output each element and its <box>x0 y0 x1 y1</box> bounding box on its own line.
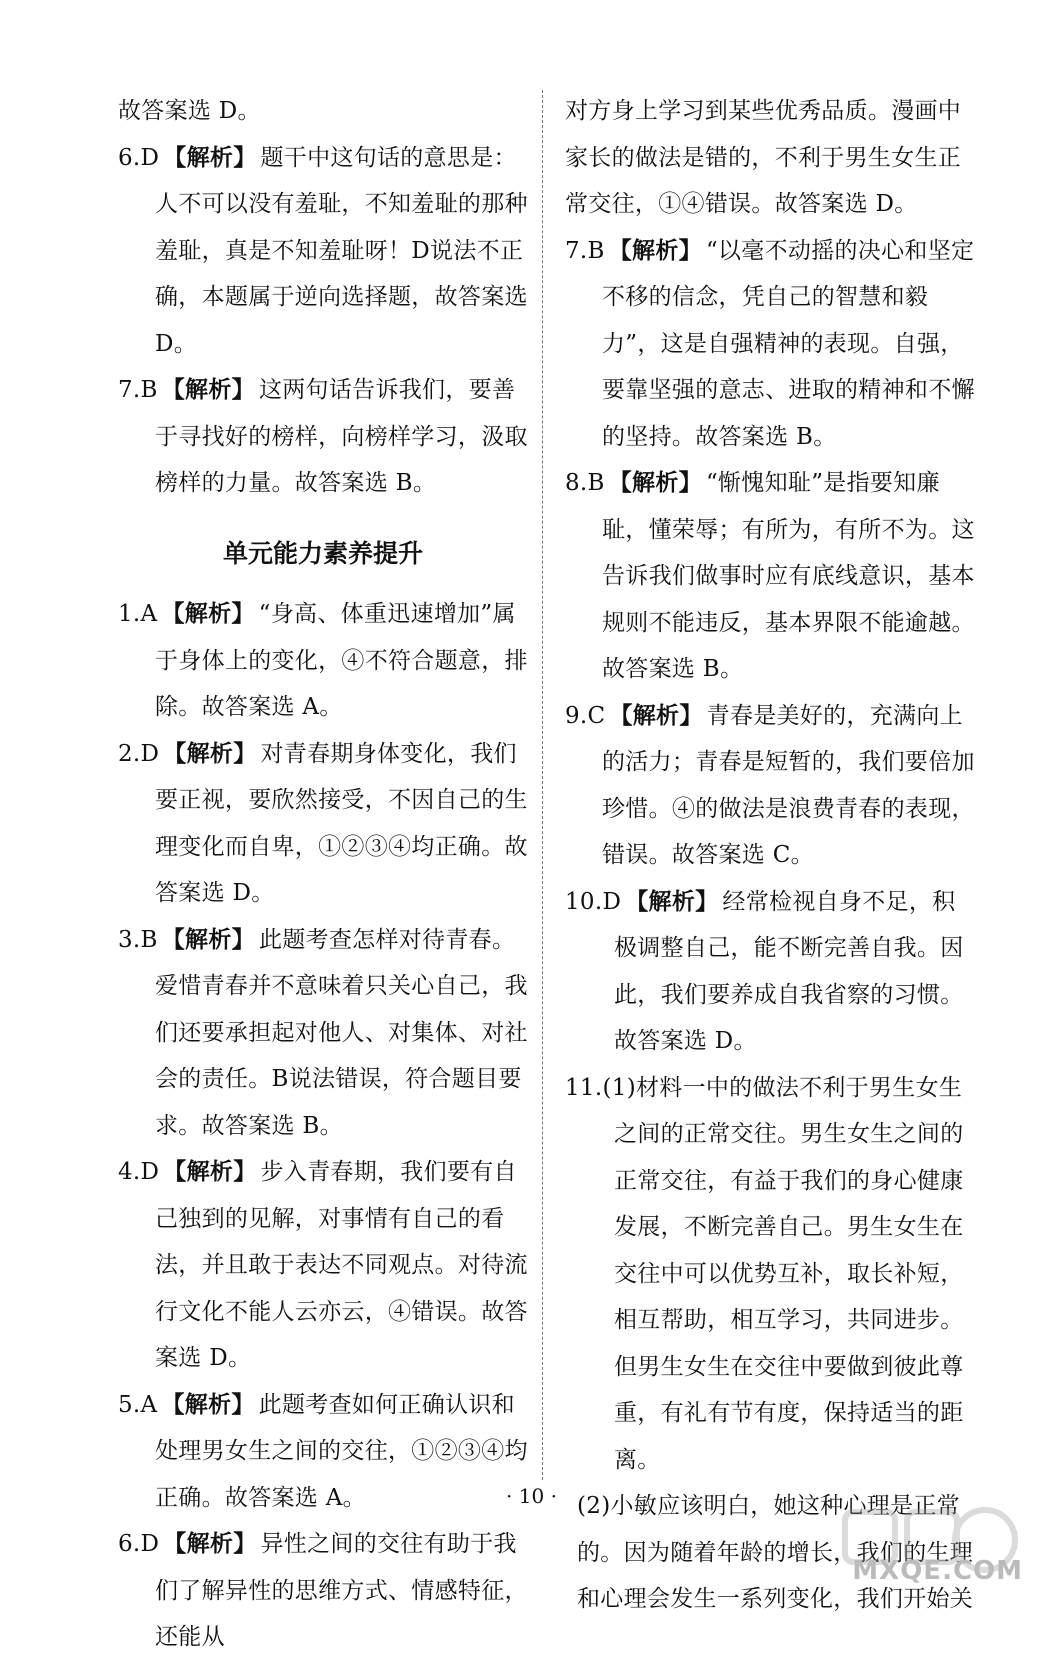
answer-text-part1: (1)材料一中的做法不利于男生女生之间的正常交往。男生女生之间的正常交往，有益于我们的身心健康发展，不断完善自己。男生女生在交往中可以优势互补，取长补短，相互帮助，相互学习，共同进步。但男生女生在交往中要做到彼此尊重，有礼有节有度，保持适当的距离。 <box>602 1074 964 1473</box>
answer-entry <box>118 135 528 368</box>
answer-entry <box>118 731 528 917</box>
right-column <box>565 88 975 1623</box>
answer-text: 经常检视自身不足，积极调整自己，能不断完善自我。因此，我们要养成自我省察的习惯。故答案选 D。 <box>614 888 964 1054</box>
answer-entry <box>565 879 975 1065</box>
answer-number: 7.B <box>565 237 605 264</box>
answer-number: 1.A <box>118 601 158 627</box>
right-top-text: 对方身上学习到某些优秀品质。漫画中家长的做法是错的，不利于男生女生正常交往，①④错误。故答案选 D。 <box>565 98 962 217</box>
answer-entry <box>118 367 528 507</box>
answer-text: 步入青春期，我们要有自己独到的见解，对事情有自己的看法，并且敢于表达不同观点。对待流行文化不能人云亦云，④错误。故答案选 D。 <box>155 1159 528 1371</box>
answer-text-part2: (2)小敏应该明白，她这种心理是正常的。因为随着年龄的增长，我们的生理和心理会发生一系列变化，我们开始关 <box>577 1493 974 1612</box>
page-number: · 10 · <box>506 1484 557 1508</box>
section-heading: 单元能力素养提升 <box>222 538 423 568</box>
answer-text: 对青春期身体变化，我们要正视，要欣然接受，不因自己的生理变化而自卑，①②③④均正确。故答案选 D。 <box>155 740 528 906</box>
analysis-tag: 【解析】 <box>161 377 255 403</box>
answer-text: 此题考查怎样对待青春。爱惜青春并不意味着只关心自己，我们还要承担起对他人、对集体、对社会的责任。B说法错误，符合题目要求。故答案选 B。 <box>155 926 528 1139</box>
answer-text: 题干中这句话的意思是：人不可以没有羞耻，不知羞耻的那种羞耻，真是不知羞耻呀！D说法不正确，本题属于逆向选择题，故答案选 D。 <box>155 144 528 357</box>
analysis-tag: 【解析】 <box>163 1531 257 1557</box>
answer-number: 2.D <box>118 740 160 767</box>
answer-text: “惭愧知耻”是指要知廉耻，懂荣辱；有所为，有所不为。这告诉我们做事时应有底线意识，基本规则不能违反，基本界限不能逾越。故答案选 B。 <box>602 470 975 682</box>
answer-text: 这两句话告诉我们，要善于寻找好的榜样，向榜样学习，汲取榜样的力量。故答案选 B。 <box>155 377 528 496</box>
watermark-text: MXQE.COM <box>852 1556 1023 1586</box>
answer-number: 4.D <box>118 1159 160 1185</box>
answer-text: 此题考查如何正确认识和处理男女生之间的交往，①②③④均正确。故答案选 A。 <box>155 1391 528 1511</box>
analysis-tag: 【解析】 <box>609 702 703 729</box>
answer-text: 异性之间的交往有助于我们了解异性的思维方式、情感特征，还能从 <box>155 1531 528 1650</box>
answer-number: 10.D <box>565 888 622 915</box>
analysis-tag: 【解析】 <box>163 1159 257 1185</box>
analysis-tag: 【解析】 <box>161 926 255 953</box>
analysis-tag: 【解析】 <box>608 237 702 264</box>
answer-entry-11 <box>565 1065 975 1484</box>
answer-number: 7.B <box>118 377 158 403</box>
answer-number: 5.A <box>118 1391 158 1418</box>
answer-entry <box>565 693 975 879</box>
answer-entry <box>118 1149 528 1382</box>
answer-number: 6.D <box>118 1531 160 1557</box>
answer-number: 11. <box>565 1074 603 1101</box>
left-top-text: 故答案选 D。 <box>118 98 261 124</box>
answer-entry <box>118 917 528 1150</box>
answer-number: 8.B <box>565 470 605 496</box>
analysis-tag: 【解析】 <box>163 144 257 171</box>
answer-entry <box>118 591 528 731</box>
answer-number: 6.D <box>118 144 160 171</box>
answer-text: 青春是美好的，充满向上的活力；青春是短暂的，我们要倍加珍惜。④的做法是浪费青春的表现，错误。故答案选 C。 <box>602 702 975 868</box>
analysis-tag: 【解析】 <box>608 470 702 496</box>
column-divider <box>542 90 543 1480</box>
analysis-tag: 【解析】 <box>161 601 255 627</box>
left-column <box>118 88 528 1661</box>
answer-text: “以毫不动摇的决心和坚定不移的信念，凭自己的智慧和毅力”，这是自强精神的表现。自强，要靠坚强的意志、进取的精神和不懈的坚持。故答案选 B。 <box>602 237 975 450</box>
analysis-tag: 【解析】 <box>163 740 257 767</box>
analysis-tag: 【解析】 <box>625 888 719 915</box>
answer-entry <box>565 460 975 693</box>
analysis-tag: 【解析】 <box>161 1391 255 1418</box>
answer-text: “身高、体重迅速增加”属于身体上的变化，④不符合题意，排除。故答案选 A。 <box>155 601 528 720</box>
answer-number: 9.C <box>565 702 606 729</box>
answer-entry <box>565 228 975 461</box>
answer-number: 3.B <box>118 926 158 953</box>
answer-entry <box>118 1521 528 1661</box>
